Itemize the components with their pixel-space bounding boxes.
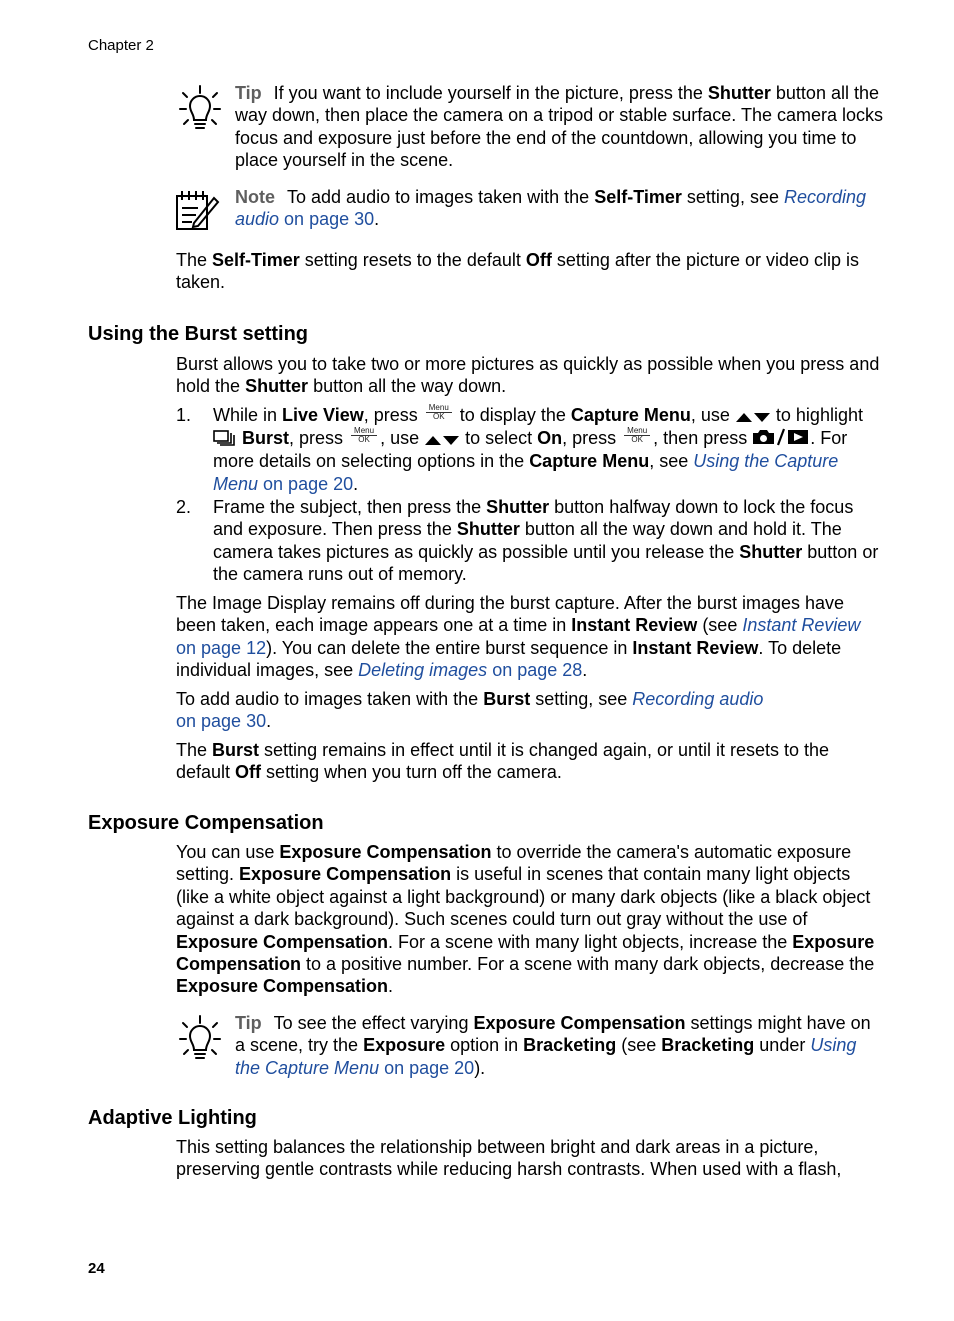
page-number: 24 xyxy=(88,1260,105,1277)
menu-ok-button-icon: Menu OK xyxy=(624,427,650,444)
burst-audio-paragraph: To add audio to images taken with the Burst setting, see Recording audio on page 30. xyxy=(176,689,764,732)
exposure-paragraph: You can use Exposure Compensation to override the camera's automatic exposure setting. Exposure Compensation is useful in scenes that contain many light objects (like a white object against a light background) or many dark objects (like a black object against a dark background). Such scenes could turn out gray without the use of Exposure Compensation. For a scene with many light objects, increase the Exposure Compensation to a positive number. For a scene with many dark objects, decrease the Exposure Compensation. xyxy=(176,842,875,997)
tip-label: Tip xyxy=(235,1013,262,1033)
link-deleting-images[interactable]: Deleting images on page 28 xyxy=(358,660,583,681)
image-display-paragraph: The Image Display remains off during the burst capture. After the burst images have been taken, each image appears one at a time in Instant Review (see Instant Review on page 12). You can delete the entire burst sequence in Instant Review. To delete individual images, see Deleting images on page 28. xyxy=(176,593,861,681)
chapter-label: Chapter 2 xyxy=(88,37,154,54)
link-instant-review[interactable]: Instant Review on page 12 xyxy=(176,615,861,658)
link-using-capture-menu[interactable]: Using the Capture Menu on page 20 xyxy=(235,1035,857,1078)
burst-remains-paragraph: The Burst setting remains in effect until it is changed again, or until it resets to the default Off setting when you turn off the camera. xyxy=(176,740,830,783)
burst-steps-list xyxy=(176,404,882,586)
adaptive-lighting-paragraph: This setting balances the relationship between bright and dark areas in a picture, preserving gentle contrasts while reducing harsh contrasts. When used with a flash, xyxy=(176,1137,842,1180)
self-timer-reset-paragraph: The Self-Timer setting resets to the default Off setting after the picture or video clip is taken. xyxy=(176,250,860,293)
burst-mode-icon xyxy=(213,428,237,446)
tip-self-timer: Tip If you want to include yourself in the picture, press the Shutter button all the way down, then place the camera on a tripod or stable surface. The camera locks focus and exposure just before the end of the countdown, allowing you time to place yourself in the scene. xyxy=(235,83,884,171)
note-audio: Note To add audio to images taken with the Self-Timer setting, see Recording audio on page 30. xyxy=(235,187,867,230)
heading-adaptive-lighting: Adaptive Lighting xyxy=(88,1107,257,1129)
note-pad-icon xyxy=(174,188,220,232)
list-item: 2. Frame the subject, then press the Shutter button halfway down to lock the focus and exposure. Then press the Shutter button all the way down and hold it. The camera takes pictures as quickly as possible until you release the Shutter button or the camera runs out of memory. xyxy=(176,497,879,585)
link-recording-audio[interactable]: Recording audio on page 30 xyxy=(176,689,764,732)
tip-label: Tip xyxy=(235,83,262,103)
heading-exposure-compensation: Exposure Compensation xyxy=(88,812,324,834)
heading-burst: Using the Burst setting xyxy=(88,323,309,345)
tip-exposure-bracketing: Tip To see the effect varying Exposure Compensation settings might have on a scene, try the Exposure option in Bracketing (see Bracketing under Using the Capture Menu on page 20). xyxy=(235,1013,871,1078)
list-item: 1. While in Live View, press Menu OK to display the Capture Menu, use to highlight Burst, press Menu OK , use to select On, press Menu OK , then press . For more details on selecting options in the Capture Menu, see Using the Capture Menu on page 20. xyxy=(176,403,863,494)
menu-ok-button-icon: Menu OK xyxy=(426,404,452,421)
link-using-capture-menu[interactable]: Using the Capture Menu on page 20 xyxy=(213,451,839,494)
lightbulb-tip-icon xyxy=(178,84,222,134)
up-down-arrows-icon xyxy=(735,411,771,423)
burst-intro-paragraph: Burst allows you to take two or more pictures as quickly as possible when you press and hold the Shutter button all the way down. xyxy=(176,354,880,397)
menu-ok-button-icon: Menu OK xyxy=(351,427,377,444)
note-label: Note xyxy=(235,187,275,207)
up-down-arrows-icon xyxy=(424,434,460,446)
link-recording-audio[interactable]: Recording audio on page 30 xyxy=(235,187,867,230)
lightbulb-tip-icon xyxy=(178,1014,222,1064)
camera-playback-icon xyxy=(752,428,810,446)
